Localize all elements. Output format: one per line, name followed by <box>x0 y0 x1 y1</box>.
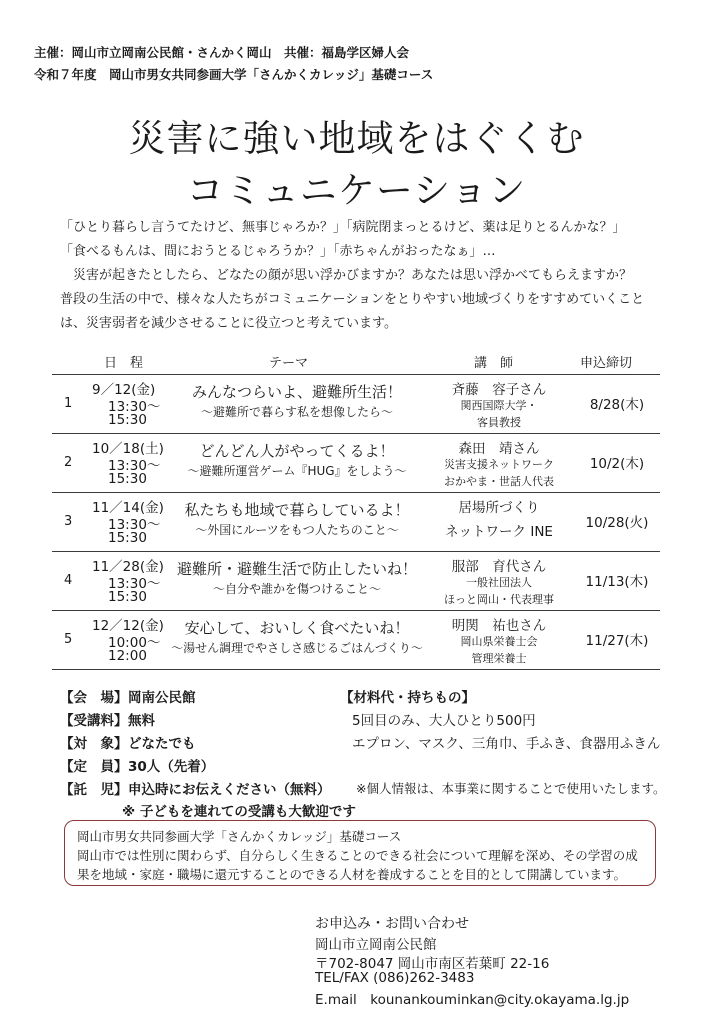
lecturer-name: 居場所づくり <box>458 500 540 516</box>
session-theme: 安心して、おいしく食べたいね！ <box>184 619 410 637</box>
target-value: どなたでも <box>128 736 196 752</box>
session-date: 10／18(土) <box>92 441 164 457</box>
lecturer-name: 服部 育代さん <box>451 559 547 575</box>
session-time-end: 15:30 <box>108 589 147 605</box>
session-date: 12／12(金) <box>92 618 164 634</box>
venue-value: 岡南公民館 <box>128 690 196 706</box>
lecturer-affiliation-2: おかやま・世話人代表 <box>444 475 554 488</box>
session-theme: どんどん人がやってくるよ！ <box>199 442 395 460</box>
intro-line-5: は、災害弱者を減少させることに役立つと考えています。 <box>60 316 397 331</box>
lecturer-affiliation-2: ほっと岡山・代表理事 <box>444 593 554 606</box>
schedule-table <box>52 346 660 670</box>
session-time-start: 13:30～ <box>108 517 161 533</box>
session-time-start: 13:30～ <box>108 576 161 592</box>
intro-line-3: 災害が起きたとしたら、どなたの顔が思い浮かびますか？あなたは思い浮かべてもらえますか？ <box>60 268 633 283</box>
session-subtheme: ～自分や誰かを傷つけること～ <box>212 582 381 596</box>
session-time-end: 15:30 <box>108 530 147 546</box>
table-row <box>52 551 660 610</box>
lecturer-name: 斉藤 容子さん <box>451 382 547 398</box>
intro-line-4: 普段の生活の中で、様々な人たちがコミュニケーションをとりやすい地域づくりをすすめていくこと <box>60 292 645 307</box>
page-title-line2: コミュニケーション <box>186 169 527 212</box>
capacity-value: 30人（先着） <box>128 759 215 775</box>
capacity-label: 【定 員】 <box>60 759 128 775</box>
contact-heading: お申込み・お問い合わせ <box>315 916 469 932</box>
lecturer-name: 明関 祐也さん <box>451 618 547 634</box>
lecturer-affiliation-1: 岡山県栄養士会 <box>460 635 538 648</box>
session-time-start: 13:30～ <box>108 458 161 474</box>
materials-items: エプロン、マスク、三角巾、手ふき、食器用ふきん <box>352 736 661 752</box>
intro-line-2: 「食べるもんは、間におうとるじゃろうか？」「赤ちゃんがおったなぁ」… <box>60 244 496 259</box>
table-row <box>52 433 660 492</box>
notice-line-3: 果を地域・家庭・職場に還元することのできる人材を養成することを目的として開講しています。 <box>77 867 627 882</box>
session-time-end: 15:30 <box>108 412 147 428</box>
sponsor-line: 主催：岡山市立岡南公民館・さんかく岡山 共催：福島学区婦人会 <box>34 45 410 60</box>
deadline: 10/2(木) <box>589 456 645 472</box>
session-theme: 避難所・避難生活で防止したいね！ <box>176 560 417 578</box>
header-lecturer: 講 師 <box>474 356 514 371</box>
page-title-line1: 災害に強い地域をはぐくむ <box>128 117 585 160</box>
session-time-start: 13:30～ <box>108 399 161 415</box>
table-header <box>52 346 660 374</box>
lecturer-affiliation-1: 関西国際大学・ <box>460 399 538 412</box>
deadline: 11/27(木) <box>585 633 649 649</box>
session-number: 4 <box>64 573 73 588</box>
deadline: 10/28(火) <box>585 515 649 531</box>
header-date: 日 程 <box>104 356 144 371</box>
header-deadline: 申込締切 <box>580 356 633 371</box>
notice-line-2: 岡山市では性別に関わらず、自分らしく生きることのできる社会について理解を深め、その学習の成 <box>77 848 638 863</box>
session-number: 1 <box>64 396 73 411</box>
childcare-label: 【託 児】 <box>60 782 128 798</box>
deadline: 8/28(木) <box>589 397 645 413</box>
lecturer-affiliation-1: 一般社団法人 <box>466 576 532 589</box>
contact-phone: TEL/FAX (086)262-3483 <box>315 970 475 986</box>
children-welcome-note: ※ 子どもを連れての受講も大歓迎です <box>122 804 356 820</box>
materials-fee: 5回目のみ、大人ひとり500円 <box>352 713 536 729</box>
table-row <box>52 610 660 670</box>
course-line: 令和７年度 岡山市男女共同参画大学「さんかくカレッジ」基礎コース <box>34 67 434 82</box>
session-subtheme: ～避難所で暮らす私を想像したら～ <box>200 405 393 419</box>
session-time-end: 15:30 <box>108 471 147 487</box>
session-number: 3 <box>64 514 73 529</box>
lecturer-name: 森田 靖さん <box>458 441 540 457</box>
session-theme: 私たちも地域で暮らしているよ！ <box>184 501 410 519</box>
fee-value: 無料 <box>128 713 155 729</box>
lecturer-affiliation-1: ネットワーク INE <box>445 524 553 540</box>
lecturer-affiliation-1: 災害支援ネットワーク <box>444 458 554 471</box>
session-time-end: 12:00 <box>108 648 147 664</box>
materials-label: 【材料代・持ちもの】 <box>340 690 475 706</box>
deadline: 11/13(木) <box>585 574 649 590</box>
session-subtheme: ～湯せん調理でやさしさ感じるごはんづくり～ <box>171 641 423 655</box>
session-date: 11／28(金) <box>92 559 164 575</box>
lecturer-affiliation-2: 客員教授 <box>477 416 521 429</box>
target-label: 【対 象】 <box>60 736 128 752</box>
session-date: 9／12(金) <box>92 382 156 398</box>
course-notice-box <box>64 820 656 886</box>
session-subtheme: ～外国にルーツをもつ人たちのこと～ <box>195 523 399 537</box>
contact-address: 〒702-8047 岡山市南区若葉町 22-16 <box>315 956 550 972</box>
session-number: 5 <box>64 632 73 647</box>
lecturer-affiliation-2: 管理栄養士 <box>471 652 527 665</box>
table-row <box>52 492 660 551</box>
childcare-value: 申込時にお伝えください（無料） <box>128 782 331 798</box>
contact-org: 岡山市立岡南公民館 <box>315 937 437 953</box>
notice-line-1: 岡山市男女共同参画大学「さんかくカレッジ」基礎コース <box>77 829 402 844</box>
session-theme: みんなつらいよ、避難所生活！ <box>191 383 402 401</box>
privacy-note: ※個人情報は、本事業に関することで使用いたします。 <box>356 781 666 796</box>
session-subtheme: ～避難所運営ゲーム『HUG』をしよう～ <box>187 464 407 478</box>
session-date: 11／14(金) <box>92 500 164 516</box>
contact-email: E.mail kounankouminkan@city.okayama.lg.jp <box>315 992 630 1008</box>
intro-line-1: 「ひとり暮らし言うてたけど、無事じゃろか？」「病院閉まっとるけど、薬は足りとるんかな？」 <box>60 220 626 235</box>
header-theme: テーマ <box>269 356 309 371</box>
venue-label: 【会 場】 <box>60 690 128 706</box>
fee-label: 【受講料】 <box>60 713 128 729</box>
table-row <box>52 374 660 433</box>
session-number: 2 <box>64 455 73 470</box>
session-time-start: 10:00～ <box>108 635 161 651</box>
